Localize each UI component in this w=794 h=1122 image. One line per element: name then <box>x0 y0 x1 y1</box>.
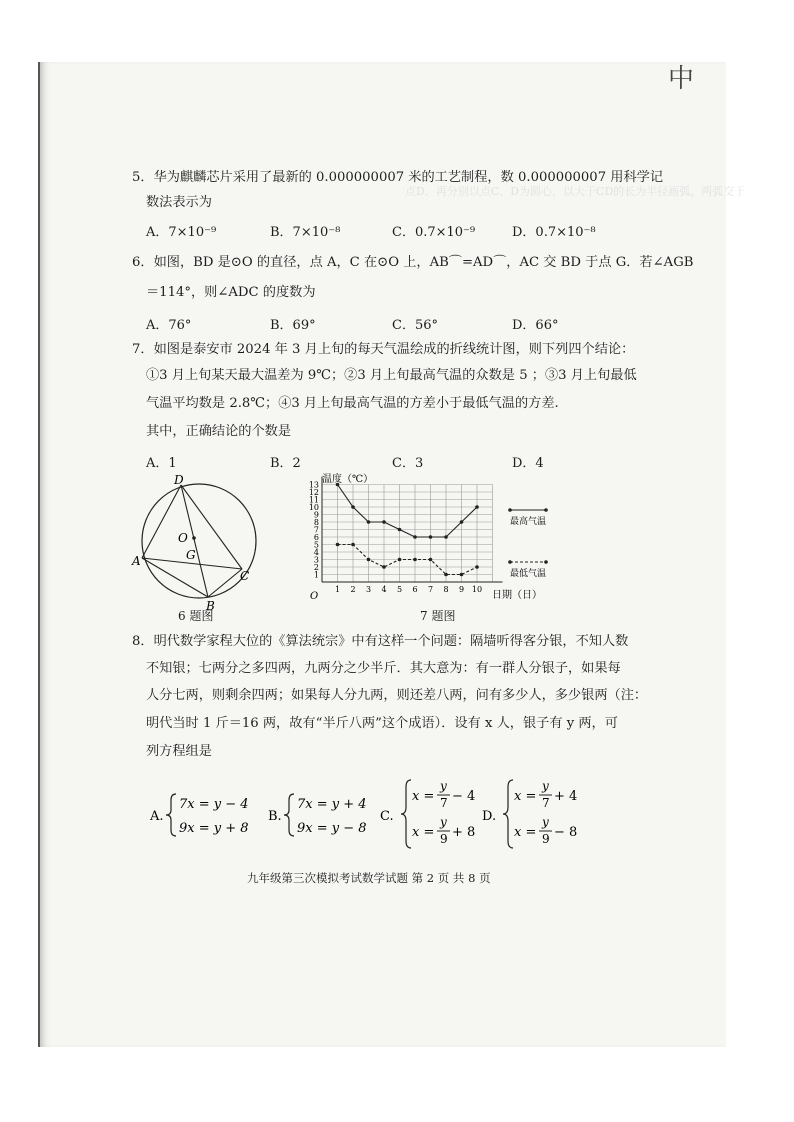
figure-7-chart <box>300 470 600 610</box>
q8-d-lhs1: x = <box>514 789 537 804</box>
legend-label: 最高气温 <box>510 517 547 527</box>
y-tick-label: 10 <box>308 503 319 512</box>
q8-c-num1: y <box>440 779 447 793</box>
q5-line2: 数法表示为 <box>146 195 212 210</box>
min-temp-point <box>413 558 417 562</box>
q7-option-c: C．3 <box>392 456 424 471</box>
q7-line1: 7．如图是泰安市 2024 年 3 月上旬的每天气温绘成的折线统计图，则下列四个结论： <box>132 342 635 357</box>
brace-icon <box>503 780 513 848</box>
label-c: C <box>240 569 250 583</box>
y-tick-label: 9 <box>313 510 319 520</box>
brace-icon <box>401 780 411 848</box>
max-temp-point <box>367 520 371 524</box>
x-tick-label: 8 <box>443 585 449 594</box>
label-o: O <box>178 531 188 545</box>
x-tick-label: 1 <box>334 585 341 594</box>
q8-line3: 人分七两，则剩余四两；如果每人分九两，则还差八两，问有多少人，多少银两（注： <box>146 688 648 703</box>
q6-option-b: B．69° <box>270 318 316 333</box>
x-tick-label: 7 <box>427 585 434 594</box>
min-temp-point <box>444 573 448 577</box>
x-tick-label: 9 <box>458 585 465 594</box>
q7-line4: 其中，正确结论的个数是 <box>146 424 292 439</box>
max-temp-point <box>351 505 355 509</box>
max-temp-point <box>444 535 448 539</box>
q7-line3: 气温平均数是 2.8℃；④3 月上旬最高气温的方差小于最低气温的方差. <box>146 396 559 411</box>
q8-line1: 8．明代数学家程大位的《算法统宗》中有这样一个问题：隔墙听得客分银，不知人数 <box>132 634 629 649</box>
q6-option-d: D．66° <box>512 318 559 333</box>
q8-b-label: B. <box>268 809 282 824</box>
min-temp-point <box>475 565 479 569</box>
q8-c-den1: 7 <box>440 796 448 810</box>
legend-label: 最低气温 <box>510 569 547 579</box>
x-tick-label: 10 <box>471 585 483 594</box>
q8-option-d <box>482 776 592 852</box>
q8-line4: 明代当时 1 斤＝16 两，故有“半斤八两”这个成语）．设有 x 人，银子有 y 两，可 <box>146 716 618 731</box>
label-g: G <box>186 548 196 562</box>
min-temp-point <box>398 558 402 562</box>
y-tick-label: 1 <box>313 570 319 580</box>
x-tick-label: 6 <box>412 585 418 594</box>
q8-option-a <box>146 786 266 846</box>
y-tick-label: 8 <box>313 518 319 527</box>
q8-line5: 列方程组是 <box>146 744 212 759</box>
page-footer: 九年级第三次模拟考试数学试题 第 2 页 共 8 页 <box>247 871 491 885</box>
q8-d-num2: y <box>542 815 549 829</box>
bleed-through: 点D．再分别以点C、D为圆心，以大于CD的长为半径画弧，两弧交于 <box>405 185 746 198</box>
max-temp-point <box>460 520 464 524</box>
brace-icon <box>284 794 294 836</box>
series-max-temp-line <box>338 485 478 538</box>
q8-a-eq2: 9x = y + 8 <box>179 821 249 836</box>
min-temp-point <box>351 543 355 547</box>
q5-line1: 5．华为麒麟芯片采用了最新的 0.000000007 米的工艺制程，数 0.000000007 用科学记 <box>132 170 664 185</box>
circle-o <box>142 484 256 598</box>
segment-da <box>142 485 181 558</box>
y-tick-label: 11 <box>308 495 319 505</box>
q5-option-a: A．7×10⁻⁹ <box>146 225 217 240</box>
q8-d-lhs2: x = <box>514 825 537 840</box>
q7-option-b: B．2 <box>270 456 301 471</box>
q5-option-b: B．7×10⁻⁸ <box>270 225 341 240</box>
x-tick-label: 2 <box>350 585 356 594</box>
q6-line1: 6．如图，BD 是⊙O 的直径，点 A，C 在⊙O 上，AB⌒=AD⌒，AC 交 BD 于点 G．若∠AGB <box>132 255 694 270</box>
q6-line2: ＝114°，则∠ADC 的度数为 <box>146 285 316 300</box>
max-temp-point <box>429 535 433 539</box>
legend-marker <box>508 508 512 512</box>
q8-d-num1: y <box>542 779 549 793</box>
q7-option-d: D．4 <box>512 456 544 471</box>
chart-origin: O <box>310 591 319 602</box>
q8-d-label: D. <box>482 809 497 824</box>
figure-6-circle <box>130 470 270 620</box>
q8-option-c <box>380 776 490 852</box>
center-point <box>192 536 196 540</box>
q8-d-rest2: − 8 <box>554 825 578 840</box>
min-temp-point <box>367 558 371 562</box>
q6-option-c: C．56° <box>392 318 438 333</box>
max-temp-point <box>475 505 479 509</box>
q8-c-lhs2: x = <box>412 825 435 840</box>
max-temp-point <box>398 528 402 532</box>
q8-c-rest1: − 4 <box>452 789 476 804</box>
max-temp-point <box>382 520 386 524</box>
legend-marker <box>544 560 548 564</box>
q8-line2: 不知银；七两分之多四两，九两分之少半斤．其大意为：有一群人分银子，如果每 <box>146 661 621 676</box>
figure-7-caption: 7 题图 <box>420 609 456 623</box>
chart-x-label: 日期（日） <box>492 590 542 601</box>
q8-b-eq1: 7x = y + 4 <box>297 797 367 812</box>
min-temp-point <box>460 573 464 577</box>
q8-option-b <box>264 786 384 846</box>
x-tick-label: 3 <box>365 585 372 594</box>
y-tick-label: 7 <box>313 525 319 535</box>
y-tick-label: 3 <box>313 555 319 565</box>
q8-a-eq1: 7x = y − 4 <box>179 797 249 812</box>
brace-icon <box>166 794 176 836</box>
label-d: D <box>174 473 184 487</box>
q8-c-lhs1: x = <box>412 789 435 804</box>
q8-c-label: C. <box>380 809 394 824</box>
y-tick-label: 4 <box>313 548 319 557</box>
y-tick-label: 2 <box>313 563 319 572</box>
q8-b-eq2: 9x = y − 8 <box>297 821 367 836</box>
max-temp-point <box>413 535 417 539</box>
q8-d-den2: 9 <box>542 832 550 846</box>
label-b: B <box>206 599 215 613</box>
q5-option-c: C．0.7×10⁻⁹ <box>392 225 476 240</box>
figure-6-caption: 6 题图 <box>178 609 214 623</box>
q8-d-den1: 7 <box>542 796 550 810</box>
q8-c-den2: 9 <box>440 832 448 846</box>
label-a: A <box>132 554 141 568</box>
q8-c-num2: y <box>440 815 447 829</box>
min-temp-point <box>382 565 386 569</box>
q8-d-rest1: + 4 <box>554 789 578 804</box>
q7-line2: ①3 月上旬某天最大温差为 9℃；②3 月上旬最高气温的众数是 5 ；③3 月上旬最低 <box>146 368 637 383</box>
x-tick-label: 4 <box>381 585 387 594</box>
q8-a-label: A. <box>150 809 164 824</box>
q7-option-a: A．1 <box>146 456 177 471</box>
legend-marker <box>544 508 548 512</box>
chart-y-label: 温度（℃） <box>322 474 374 485</box>
q8-c-rest2: + 8 <box>452 825 476 840</box>
min-temp-point <box>336 543 340 547</box>
q5-option-d: D．0.7×10⁻⁸ <box>512 225 596 240</box>
y-tick-label: 5 <box>313 540 319 550</box>
y-tick-label: 12 <box>308 488 319 497</box>
q6-option-a: A．76° <box>146 318 192 333</box>
corner-mark: 中 <box>668 64 695 94</box>
legend-marker <box>508 560 512 564</box>
min-temp-point <box>429 558 433 562</box>
y-tick-label: 13 <box>308 480 319 490</box>
x-tick-label: 5 <box>396 585 403 594</box>
y-tick-label: 6 <box>313 533 319 542</box>
